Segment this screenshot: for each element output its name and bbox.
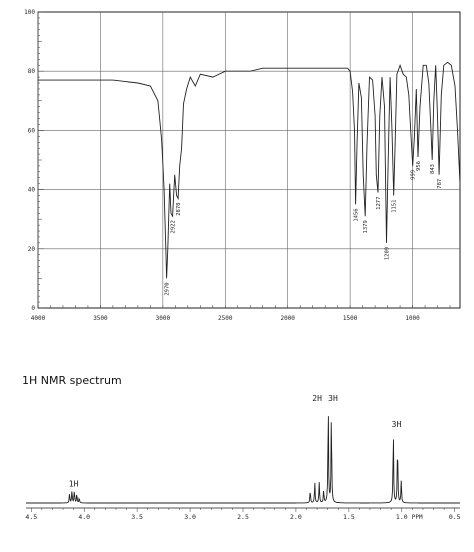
ir-peak-label [165,282,171,295]
ir-peak-label [385,247,391,260]
ir-x-tick-label: 4000 [30,315,46,322]
ir-peak-labels [165,161,444,296]
nmr-ppm-unit-label: PPM [411,514,423,521]
ir-peak-label [376,197,382,210]
ir-ticks [24,9,450,322]
nmr-chart-title: 1H NMR spectrum [22,374,122,387]
ir-peak-label [392,200,398,213]
ir-peak-label [354,208,360,221]
nmr-x-tick-label: 2.5 [237,513,249,521]
ir-x-tick-label: 2500 [218,315,233,322]
ir-x-tick-label: 3500 [93,315,108,322]
ir-y-tick-label: 60 [27,127,35,135]
ir-y-tick-label: 0 [31,305,35,312]
ir-peak-label-text: 1209 [384,246,391,261]
nmr-integral-label: 1H [68,479,79,489]
ir-grid [38,12,460,308]
nmr-x-tick-label: 3.5 [131,513,143,521]
nmr-x-tick-label: 0.5 [448,513,461,521]
nmr-integral-label: 2H [312,394,322,404]
ir-x-tick-label: 1500 [342,315,358,322]
ir-plot-frame [38,12,460,308]
ir-peak-label [437,179,443,189]
ir-y-tick-label: 40 [27,186,35,194]
nmr-x-tick-label: 4.0 [78,513,91,521]
ir-peak-label-text: 787 [437,178,444,189]
ir-peak-label-text: 843 [430,164,437,174]
ir-peak-label [430,164,436,174]
ir-peak-label-text: 1379 [363,220,370,234]
ir-peak-label-text: 1277 [376,196,382,210]
ir-x-tick-label: 2000 [280,315,295,322]
ir-peak-label [171,220,177,233]
ir-y-tick-label: 20 [27,245,35,253]
ir-peak-label [416,161,422,171]
ir-x-tick-label: 1000 [405,315,420,322]
nmr-integral-label: 3H [391,419,402,429]
ir-spectrum-trace [38,62,460,278]
nmr-axis [25,508,460,521]
nmr-spectrum-chart [0,392,474,542]
ir-y-tick-label: 80 [27,68,35,76]
ir-y-tick-label: 100 [24,9,35,16]
ir-peak-label [363,220,369,233]
nmr-x-tick-label: 4.5 [25,513,38,521]
ir-peak-label-text: 1456 [353,208,360,222]
nmr-x-tick-label: 2.0 [290,513,302,521]
ir-peak-label-text: 2878 [176,202,183,216]
nmr-integral-labels [69,394,402,488]
ir-peak-label-text: 956 [416,161,422,171]
ir-peak-label-text: 999 [410,169,417,180]
nmr-x-tick-label: 3.0 [184,513,196,521]
ir-peak-label-text: 2922 [170,220,177,234]
ir-peak-label-text: 2970 [164,282,171,296]
nmr-x-tick-label: 1.5 [343,513,355,521]
ir-peak-label-text: 1151 [391,199,398,213]
ir-peak-label [176,203,182,216]
nmr-x-tick-label: 1.0 [395,513,408,521]
nmr-spectrum-trace [26,416,460,503]
nmr-integral-label: 3H [328,394,338,404]
ir-x-tick-label: 3000 [155,315,171,322]
